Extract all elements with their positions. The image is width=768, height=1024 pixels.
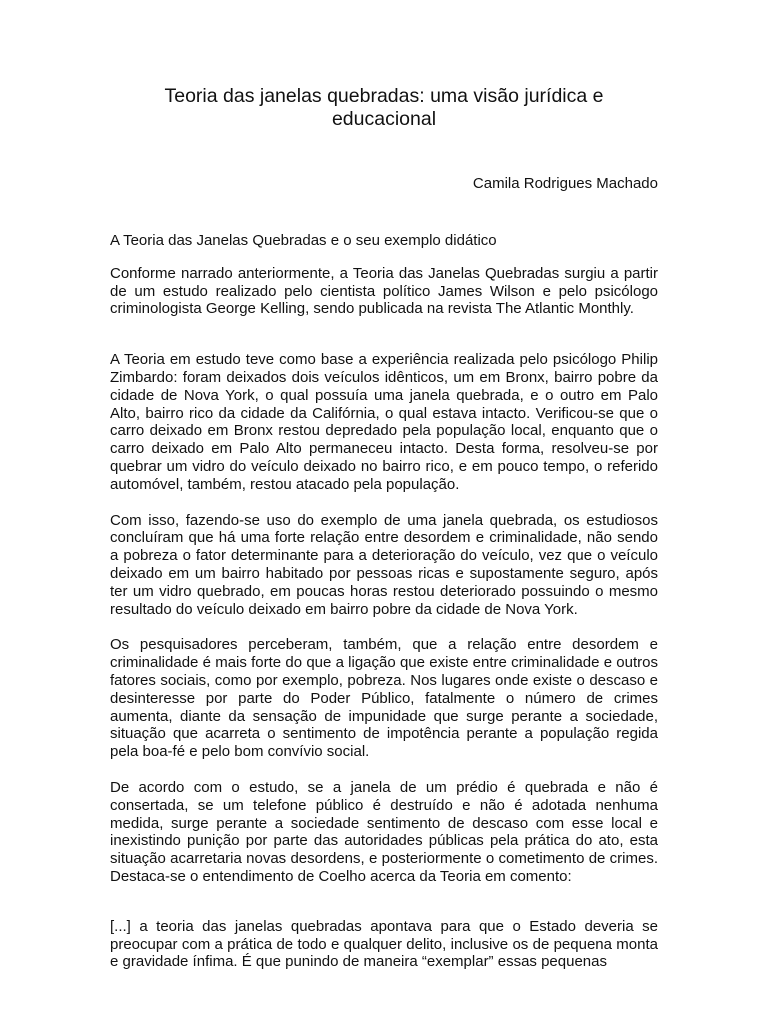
paragraph: Com isso, fazendo-se uso do exemplo de uma janela quebrada, os estudiosos concluíram que há uma forte relação entre desordem e criminalidade, não sendo a pobreza o fator determinante para a deterioração do veículo, vez que o veículo deixado em um bairro habitado por pessoas ricas e supostamente seguro, após ter um vidro quebrado, em poucas horas restou deteriorado possuindo o mesmo resultado do veículo deixado em bairro pobre da cidade de Nova York.: [110, 511, 658, 618]
paragraph: Conforme narrado anteriormente, a Teoria das Janelas Quebradas surgiu a partir de um estudo realizado pelo cientista político James Wilson e pelo psicólogo criminologista George Kelling, sendo publicada na revista The Atlantic Monthly.: [110, 264, 658, 318]
paragraph: De acordo com o estudo, se a janela de um prédio é quebrada e não é consertada, se um telefone público é destruído e não é adotada nenhuma medida, surge perante a sociedade sentimento de descaso com esse local e inexistindo punição por parte das autoridades públicas pela prática do ato, esta situação acarretaria novas desordens, e posteriormente o cometimento de crimes. Destaca-se o entendimento de Coelho acerca da Teoria em comento:: [110, 778, 658, 885]
block-quote: [...] a teoria das janelas quebradas apontava para que o Estado deveria se preocupar com a prática de todo e qualquer delito, inclusive os de pequena monta e gravidade ínfima. É que punindo de maneira “exemplar” essas pequenas: [110, 917, 658, 971]
document-title: Teoria das janelas quebradas: uma visão jurídica e educacional: [164, 85, 604, 130]
section-heading: A Teoria das Janelas Quebradas e o seu exemplo didático: [110, 232, 497, 249]
paragraph: A Teoria em estudo teve como base a experiência realizada pelo psicólogo Philip Zimbardo: foram deixados dois veículos idênticos, um em Bronx, bairro pobre da cidade de Nova York, o qual possuía uma janela quebrada, e o outro em Palo Alto, bairro rico da cidade da Califórnia, o qual estava intacto. Verificou-se que o carro deixado em Bronx restou depredado pela população local, enquanto que o carro deixado em Palo Alto permaneceu intacto. Desta forma, resolveu-se por quebrar um vidro do veículo deixado no bairro rico, e em pouco tempo, o referido automóvel, também, restou atacado pela população.: [110, 351, 658, 493]
paragraph: Os pesquisadores perceberam, também, que a relação entre desordem e criminalidade é mais forte do que a ligação que existe entre criminalidade e outros fatores sociais, como por exemplo, pobreza. Nos lugares onde existe o descaso e desinteresse por parte do Poder Público, fatalmente o número de crimes aumenta, diante da sensação de impunidade que surge perante a sociedade, situação que acarreta o sentimento de impotência perante a população regida pela boa-fé e pelo bom convívio social.: [110, 636, 658, 761]
author-name: Camila Rodrigues Machado: [472, 175, 658, 192]
document-body: [110, 232, 658, 971]
